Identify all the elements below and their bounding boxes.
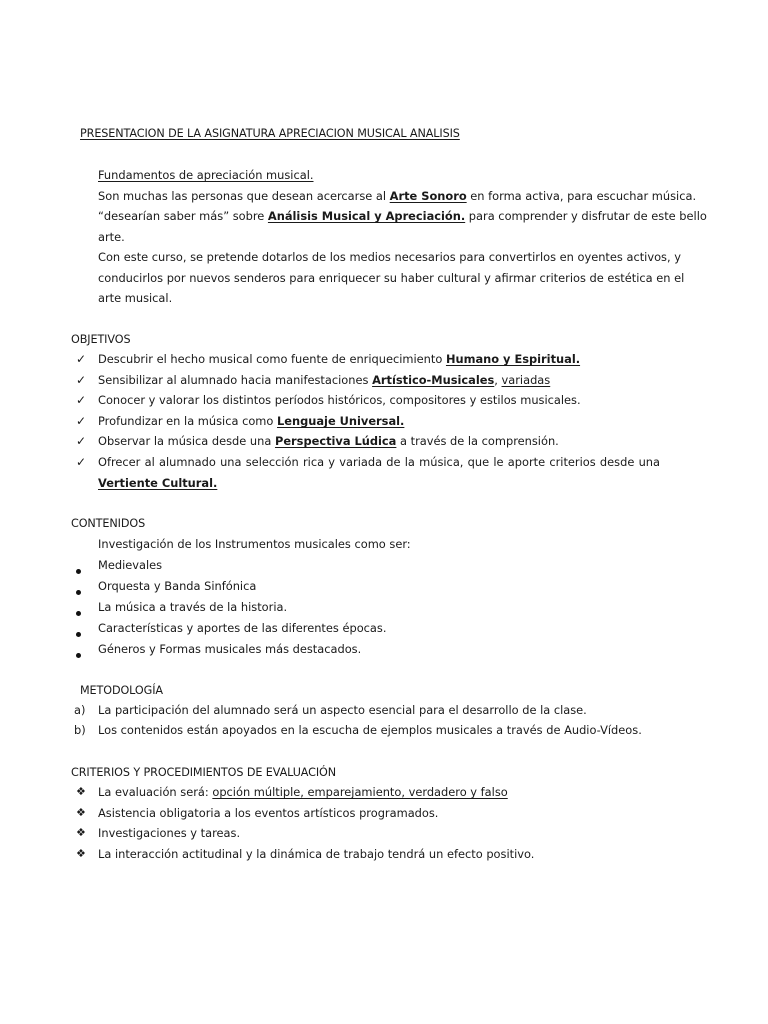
- contenidos-intro: Investigación de los Instrumentos musicales como ser:: [98, 537, 411, 551]
- list-letter: a): [74, 703, 86, 717]
- bullet-icon: [76, 590, 81, 595]
- diamond-bullet-icon: ❖: [76, 806, 86, 819]
- objetivos-heading: OBJETIVOS: [71, 333, 131, 346]
- intro-section: [98, 165, 707, 309]
- diamond-bullet-icon: ❖: [76, 785, 86, 798]
- analisis-term: Análisis Musical y Apreciación.: [267, 209, 466, 223]
- list-letter: b): [74, 723, 86, 737]
- intro-line-3: arte.: [98, 229, 125, 244]
- intro-line-4: Con este curso, se pretende dotarlos de los medios necesarios para convertirlos en oyentes activos, y: [98, 250, 681, 264]
- diamond-bullet-icon: ❖: [76, 847, 86, 860]
- intro-line-5: conducirlos por nuevos senderos para enriquecer su haber cultural y afirmar criterios de estética en el: [98, 270, 685, 285]
- checkmark-icon: ✓: [76, 352, 87, 366]
- intro-heading: Fundamentos de apreciación musical.: [98, 168, 314, 182]
- arte-sonoro-term: Arte Sonoro: [389, 188, 467, 203]
- checkmark-icon: ✓: [76, 455, 87, 469]
- document-page: PRESENTACION DE LA ASIGNATURA APRECIACION MUSICAL ANALISIS Fundamentos de apreciación musical. Son muchas las personas que desean acercarse al Arte Sonoro en forma activa, para escuchar música. “desearían saber más” sobre Análisis Musical y Apreciación. para comprender y disfrutar de este bello arte. Con este curso, se pretende dotarlos de los medios necesarios para convertirlos en oyentes activos, y conducirlos por nuevos senderos para enriquecer su haber cultural y afirmar criterios de estética en el arte musical. OBJETIVOS ✓ Descubrir el hecho musical como fuente de enriquecimiento Humano y Espiritual. ✓ Sensibilizar al alumnado hacia manifestaciones Artístico-Musicales, variadas ✓ Conocer y valorar los distintos períodos históricos, compositores y estilos musicales. ✓ Profundizar en la música como Lenguaje Universal. ✓ Observar la música desde una Perspectiva Lúdica a través de la comprensión. ✓ Ofrecer al alumnado una selección rica y variada de la música, que le aporte criterios desde una Vertiente Cultural. CONTENIDOS Investigación de los Instrumentos musicales como ser: Medievales Orquesta y Banda Sinfónica La música a través de la historia. Características y aportes de las diferentes épocas. Géneros y Formas musicales más destacados. METODOLOGÍA a) La participación del alumnado será un aspecto esencial para el desarrollo de la clase. b) Los contenidos están apoyados en la escucha de ejemplos musicales a través de Audio-Vídeos. CRITERIOS Y PROCEDIMIENTOS DE EVALUACIÓN ❖ La evaluación será: opción múltiple, emparejamiento, verdadero y falso ❖ Asistencia obligatoria a los eventos artísticos programados. ❖ Investigaciones y tareas. ❖ La interacción actitudinal y la dinámica de trabajo tendrá un efecto positivo.: [0, 0, 768, 1024]
- contenidos-heading: CONTENIDOS: [71, 517, 146, 530]
- intro-line-6: arte musical.: [98, 291, 173, 305]
- checkmark-icon: ✓: [76, 373, 87, 387]
- bullet-icon: [76, 653, 81, 658]
- checkmark-icon: ✓: [76, 414, 87, 428]
- metodologia-heading: METODOLOGÍA: [80, 684, 163, 697]
- bullet-icon: [76, 569, 81, 574]
- bullet-icon: [76, 611, 81, 616]
- bullet-icon: [76, 632, 81, 637]
- intro-line-1: Son muchas las personas que desean acercarse al Arte Sonoro en forma activa, para escuchar música.: [98, 188, 697, 203]
- criterios-heading: CRITERIOS Y PROCEDIMIENTOS DE EVALUACIÓN: [71, 766, 337, 779]
- intro-line-2: “desearían saber más” sobre Análisis Musical y Apreciación. para comprender y disfrutar de este bello: [98, 209, 707, 223]
- checkmark-icon: ✓: [76, 434, 87, 448]
- document-title: PRESENTACION DE LA ASIGNATURA APRECIACION MUSICAL ANALISIS: [80, 127, 460, 140]
- diamond-bullet-icon: ❖: [76, 826, 86, 839]
- checkmark-icon: ✓: [76, 393, 87, 407]
